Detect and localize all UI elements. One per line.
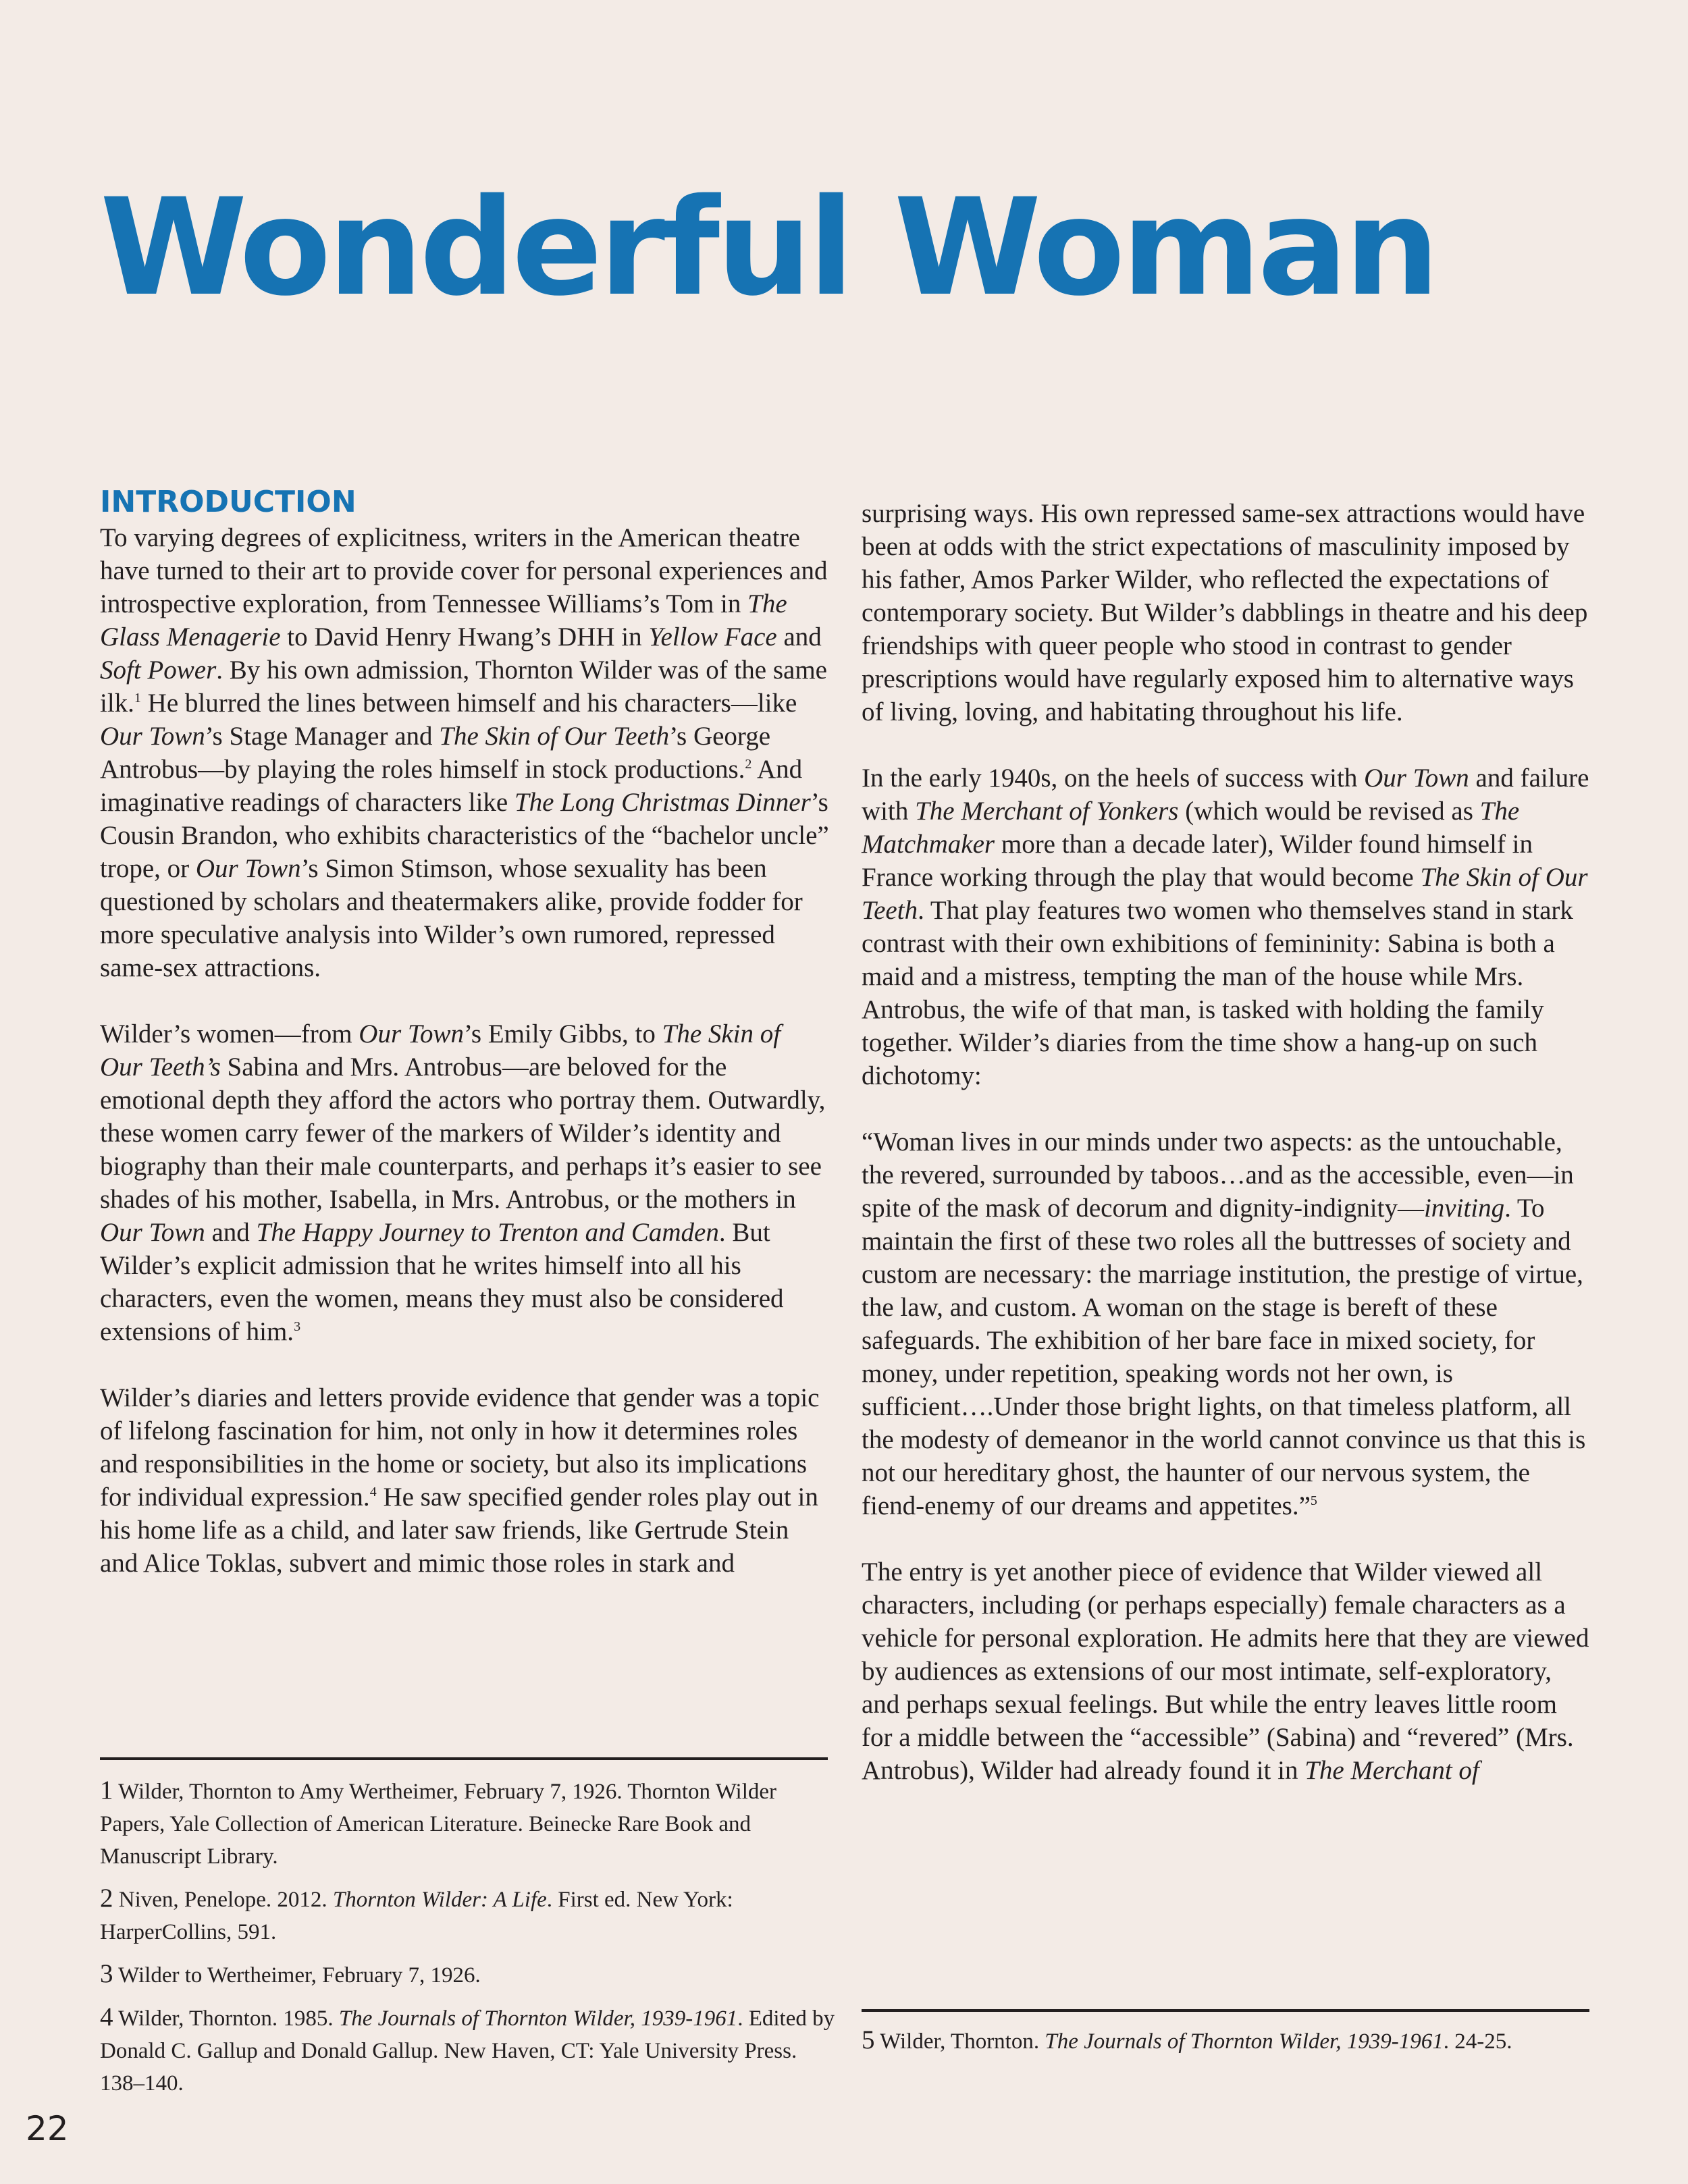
text-run: . 24-25.	[1443, 2029, 1512, 2054]
footnote-ref: 4	[369, 1485, 377, 1499]
text-run: Wilder, Thornton. 1985.	[118, 2006, 339, 2031]
footnote-divider	[100, 1757, 828, 1760]
footnote-ref: 3	[294, 1319, 301, 1334]
text-run: and	[205, 1218, 257, 1247]
footnote-text	[118, 1963, 481, 1988]
text-run: Wilder, Thornton.	[880, 2029, 1045, 2054]
footnote-text	[100, 2006, 835, 2096]
text-run: more than a decade later), Wilder found himself in France working through the play that would become	[862, 830, 1533, 892]
text-run: ’s Simon Stimson, whose sexuality has been questioned by scholars and theatermakers alike, provide fodder for more speculative analysis into Wilder’s own rumored, repressed same-sex attractions.	[100, 854, 803, 982]
footnote-divider	[862, 2009, 1589, 2012]
left-column	[100, 486, 829, 1580]
footnote-text	[100, 1888, 733, 1944]
paragraph	[862, 1555, 1591, 1787]
article-title: Wonderful Woman	[100, 169, 1437, 325]
italic-title: Yellow Face	[648, 622, 777, 651]
italic-title: Thornton Wilder: A Life	[332, 1888, 547, 1912]
text-run: To varying degrees of explicitness, writers in the American theatre have turned to their art to provide cover for personal experiences and introspective exploration, from Tennessee Williams’s Tom in	[100, 523, 828, 618]
footnote-number: 4	[100, 2002, 113, 2031]
italic-title: The Journals of Thornton Wilder, 1939-1961	[338, 2006, 738, 2031]
footnote	[100, 1882, 836, 1948]
text-run: And imaginative readings of characters like	[100, 755, 803, 817]
text-run: and failure with	[862, 764, 1589, 826]
text-run: surprising ways. His own repressed same-sex attractions would have been at odds with the strict expectations of masculinity imposed by his father, Amos Parker Wilder, who reflected the expectations of contemporary society. But Wilder’s dabblings in theatre and his deep friendships with queer people who stood in contrast to gender prescriptions would have regularly exposed him to alternative ways of living, loving, and habitating throughout his life.	[862, 499, 1588, 726]
text-run: He saw specified gender roles play out in his home life as a child, and later saw friends, like Gertrude Stein and Alice Toklas, subvert and mimic those roles in stark and	[100, 1483, 818, 1578]
footnote-ref: 5	[1310, 1493, 1317, 1508]
italic-title: Our Town	[195, 854, 301, 883]
text-run: . First ed. New York: HarperCollins, 591.	[100, 1888, 733, 1944]
paragraph	[100, 521, 829, 984]
text-run: . By his own admission, Thornton Wilder was of the same ilk.	[100, 656, 827, 718]
section-heading: INTRODUCTION	[100, 485, 357, 519]
text-run: and	[776, 622, 822, 651]
text-run: Niven, Penelope. 2012.	[118, 1888, 333, 1912]
text-run: He blurred the lines between himself and his characters—like	[140, 689, 797, 718]
text-run: ’s Stage Manager and	[205, 722, 440, 751]
italic-title: Our Town	[359, 1019, 465, 1048]
footnote	[100, 2001, 836, 2100]
text-run: . That play features two women who themselves stand in stark contrast with their own exhibitions of femininity: Sabina is both a maid and a mistress, tempting the man of the house while Mrs. Antrobus, the wife of that man, is tasked with holding the family together. Wilder’s diaries from the time show a hang-up on such dichotomy:	[862, 896, 1573, 1090]
text-run: . Edited by Donald C. Gallup and Donald Gallup. New Haven, CT: Yale University Press. 138–140.	[100, 2006, 835, 2096]
italic-title: inviting	[1423, 1194, 1505, 1223]
text-run: . To maintain the first of these two roles all the buttresses of society and custom are necessary: the marriage institution, the prestige of virtue, the law, and custom. A woman on the stage is bereft of these safeguards. The exhibition of her bare face in mixed society, for money, under repetition, speaking words not her own, is sufficient….Under those bright lights, on that timeless platform, all the modesty of demeanor in the world cannot convince us that this is not our hereditary ghost, the haunter of our nervous system, the fiend-enemy of our dreams and appetites.”	[862, 1194, 1586, 1520]
text-run: . But Wilder’s explicit admission that he writes himself into all his characters, even the women, means they must also be considered extensions of him.	[100, 1218, 784, 1346]
italic-title: The Happy Journey to Trenton and Camden	[256, 1218, 719, 1247]
italic-title: The Long Christmas Dinner	[514, 788, 811, 817]
right-column	[862, 497, 1591, 1787]
paragraph	[862, 762, 1591, 1092]
italic-title: The Skin of Our Teeth	[862, 863, 1588, 925]
text-run: to David Henry Hwang’s DHH in	[280, 622, 649, 651]
text-run: In the early 1940s, on the heels of success with	[862, 764, 1365, 793]
text-run: ’s George Antrobus—by playing the roles himself in stock productions.	[100, 722, 771, 784]
text-run: (which would be revised as	[1178, 797, 1480, 826]
footnote-number: 1	[100, 1776, 113, 1805]
footnote-number: 3	[100, 1959, 113, 1988]
footnote-ref: 2	[745, 757, 752, 772]
text-run: ’s Emily Gibbs, to	[464, 1019, 662, 1048]
italic-title: Soft Power	[100, 656, 217, 685]
italic-title: The Merchant of	[1304, 1756, 1479, 1785]
footnote-text	[880, 2029, 1512, 2054]
italic-title: The Skin of Our Teeth	[439, 722, 670, 751]
italic-title: Our Town	[100, 1218, 205, 1247]
text-run: Wilder’s women—from	[100, 1019, 359, 1048]
paragraph	[862, 497, 1591, 728]
text-run: Wilder’s diaries and letters provide evidence that gender was a topic of lifelong fascination for him, not only in how it determines roles and responsibilities in the home or society, but also its implications for individual expression.	[100, 1383, 820, 1512]
footnotes-right	[862, 2024, 1598, 2067]
block-quote	[862, 1125, 1591, 1522]
text-run: Wilder, Thornton to Amy Wertheimer, February 7, 1926. Thornton Wilder Papers, Yale Collection of American Literature. Beinecke Rare Book and Manuscript Library.	[100, 1780, 777, 1869]
footnote	[100, 1958, 836, 1992]
italic-title: Our Town	[1364, 764, 1469, 793]
italic-title: The Merchant of Yonkers	[915, 797, 1179, 826]
italic-title: The Journals of Thornton Wilder, 1939-1961	[1045, 2029, 1444, 2054]
footnote-number: 5	[862, 2025, 875, 2054]
text-run: Sabina and Mrs. Antrobus—are beloved for the emotional depth they afford the actors who portray them. Outwardly, these women carry fewer of the markers of Wilder’s identity and biography than their male counterparts, and perhaps it’s easier to see shades of his mother, Isabella, in Mrs. Antrobus, or the mothers in	[100, 1053, 826, 1214]
text-run: ’s Cousin Brandon, who exhibits characteristics of the “bachelor uncle” trope, or	[100, 788, 829, 883]
footnote	[100, 1774, 836, 1873]
footnote	[862, 2024, 1598, 2058]
page-number: 22	[26, 2109, 69, 2148]
paragraph	[100, 1381, 829, 1580]
text-run: “Woman lives in our minds under two aspects: as the untouchable, the revered, surrounded by taboos…and as the accessible, even—in spite of the mask of decorum and dignity-indignity—	[862, 1127, 1574, 1223]
footnote-number: 2	[100, 1884, 113, 1913]
italic-title: The Matchmaker	[862, 797, 1520, 859]
italic-title: Our Town	[100, 722, 205, 751]
paragraph	[100, 1017, 829, 1348]
footnote-text	[100, 1780, 776, 1869]
italic-title: The Skin of Our Teeth’s	[100, 1019, 781, 1082]
italic-title: The Glass Menagerie	[100, 589, 787, 651]
footnotes-left	[100, 1774, 836, 2109]
footnote-ref: 1	[134, 691, 141, 705]
text-run: The entry is yet another piece of evidence that Wilder viewed all characters, including (or perhaps especially) female characters as a vehicle for personal exploration. He admits here that they are viewed by audiences as extensions of our most intimate, self-exploratory, and perhaps sexual feelings. But while the entry leaves little room for a middle between the “accessible” (Sabina) and “revered” (Mrs. Antrobus), Wilder had already found it in	[862, 1557, 1589, 1785]
text-run: Wilder to Wertheimer, February 7, 1926.	[118, 1963, 481, 1988]
